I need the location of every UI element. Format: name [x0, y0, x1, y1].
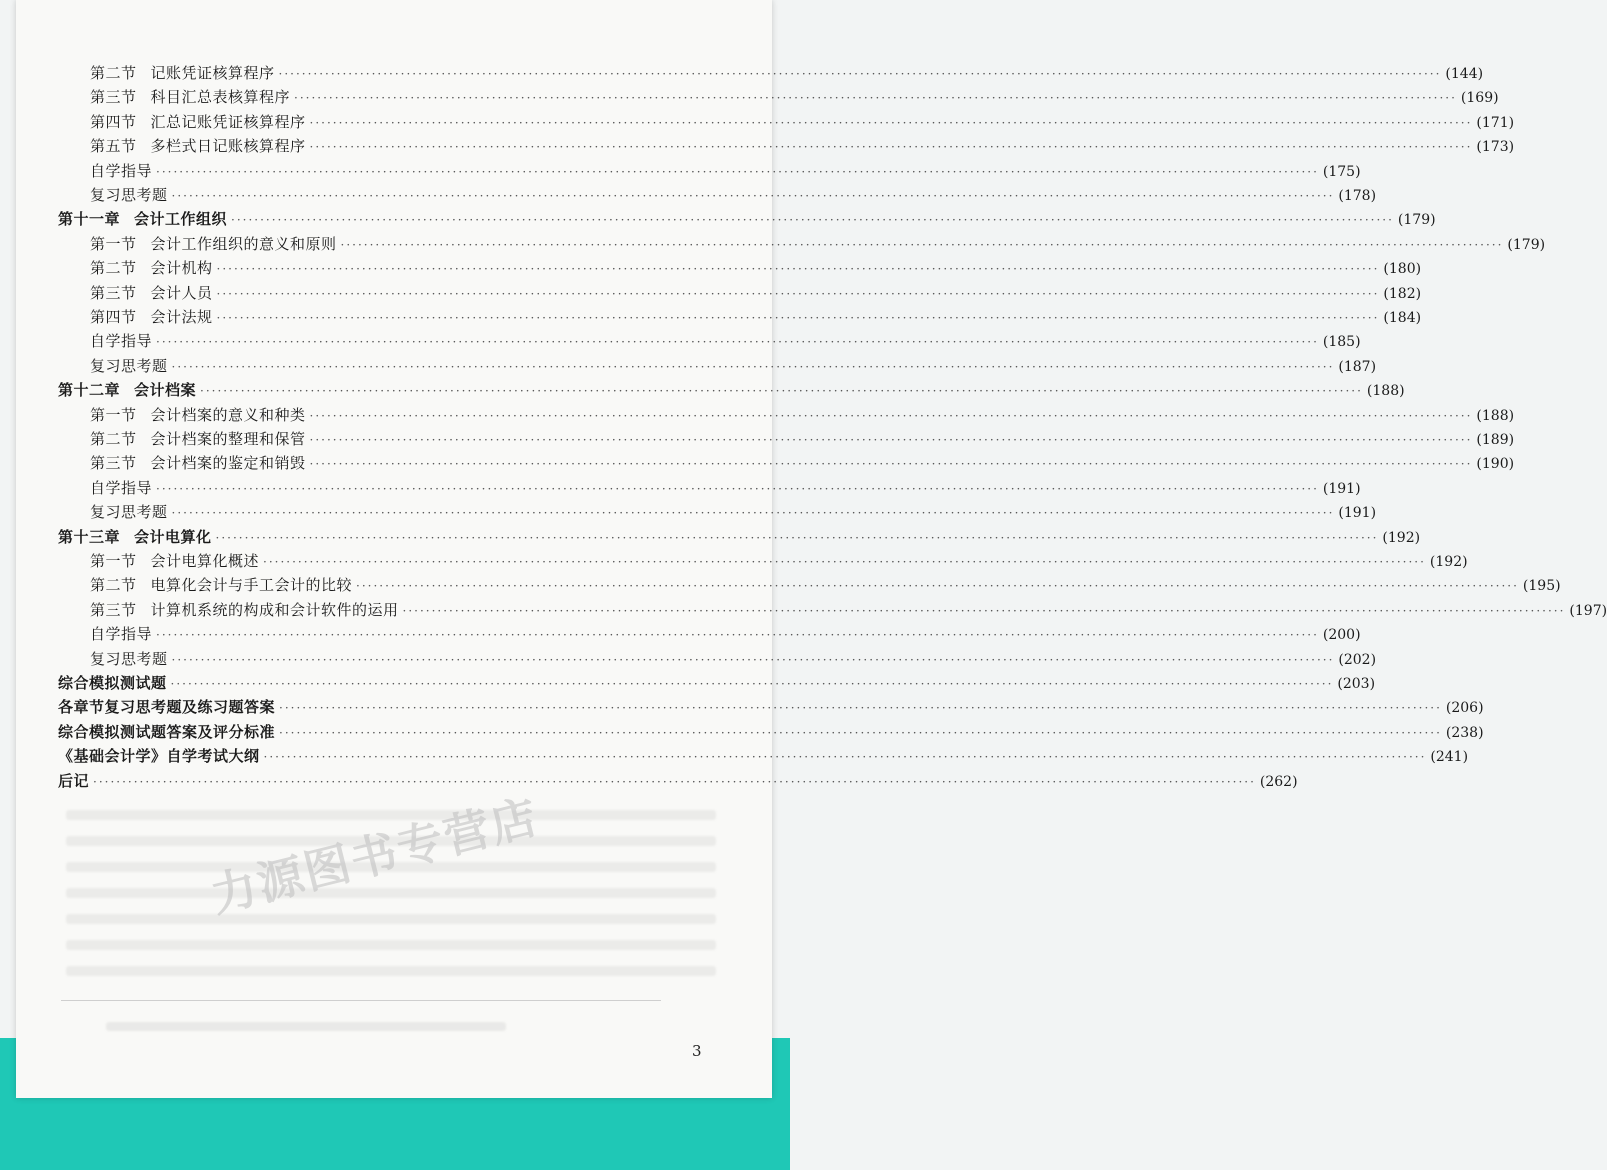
- dot-leader: ········································································································································································································: [216, 311, 1380, 325]
- bleed-through-text: [66, 914, 716, 924]
- toc-entry-page: (187): [1338, 358, 1377, 375]
- toc-entry-title: 会计电算化: [134, 527, 212, 546]
- book-page: [16, 0, 1607, 1098]
- toc-entry-number: 第十一章: [58, 210, 121, 229]
- dot-leader: ········································································································································································································: [200, 384, 1363, 399]
- dot-leader: ········································································································································································································: [156, 164, 1319, 179]
- toc-entry-page: (175): [1322, 163, 1361, 180]
- toc-entry-page: (178): [1338, 188, 1377, 204]
- toc-entry-page: (195): [1522, 578, 1561, 595]
- toc-section-entry: [90, 135, 1515, 159]
- dot-leader: ········································································································································································································: [170, 677, 1334, 691]
- toc-entry-page: (202): [1338, 651, 1377, 668]
- toc-entry-title: 电算化会计与手工会计的比较: [150, 576, 353, 595]
- toc-entry-page: (169): [1460, 90, 1499, 107]
- toc-section-entry: [90, 160, 1361, 184]
- toc-section-entry: [90, 355, 1377, 379]
- toc-entry-page: (179): [1507, 236, 1546, 253]
- toc-entry-page: (192): [1382, 529, 1421, 546]
- toc-section-entry: [90, 501, 1377, 525]
- toc-entry-page: (238): [1445, 724, 1484, 741]
- dot-leader: ········································································································································································································: [171, 652, 1335, 667]
- bleed-through-text: [66, 966, 716, 976]
- toc-entry-title: 各章节复习思考题及练习题答案: [58, 698, 276, 717]
- toc-entry-title: 后记: [58, 771, 90, 790]
- bleed-through-footnote: [106, 1022, 506, 1031]
- toc-entry-title: 综合模拟测试题答案及评分标准: [58, 722, 276, 741]
- dot-leader: ········································································································································································································: [93, 774, 1256, 789]
- dot-leader: ········································································································································································································: [356, 579, 1519, 594]
- toc-entry-page: (203): [1337, 676, 1376, 692]
- toc-entry-number: 第三节: [90, 600, 137, 619]
- toc-entry-number: 第一节: [90, 405, 137, 424]
- toc-entry-number: 第一节: [90, 234, 137, 253]
- toc-entry-page: (200): [1322, 627, 1361, 644]
- toc-entry-number: 第五节: [90, 137, 137, 156]
- toc-entry-title: 科目汇总表核算程序: [150, 88, 291, 107]
- dot-leader: ········································································································································································································: [231, 213, 1394, 228]
- toc-entry-number: 第三节: [90, 283, 137, 302]
- dot-leader: ········································································································································································································: [171, 359, 1335, 374]
- toc-entry-title: 会计档案的整理和保管: [150, 430, 306, 448]
- toc-entry-page: (192): [1429, 554, 1468, 570]
- toc-entry-title: 复习思考题: [90, 356, 168, 375]
- toc-entry-page: (179): [1397, 212, 1436, 229]
- toc-entry-page: (189): [1476, 432, 1515, 448]
- toc-chapter-entry: [58, 770, 1298, 794]
- toc-entry-title: 自学指导: [90, 478, 153, 497]
- toc-entry-title: 综合模拟测试题: [58, 674, 167, 692]
- dot-leader: ········································································································································································································: [309, 140, 1473, 155]
- bleed-through-text: [66, 940, 716, 950]
- toc-entry-page: (191): [1322, 480, 1361, 497]
- toc-chapter-entry: [58, 721, 1484, 745]
- bleed-through-text: [66, 888, 716, 898]
- toc-entry-title: 记账凭证核算程序: [150, 64, 275, 82]
- toc-entry-number: 第十三章: [58, 527, 121, 546]
- toc-entry-page: (190): [1476, 456, 1515, 473]
- dot-leader: ········································································································································································································: [216, 262, 1380, 277]
- toc-entry-page: (188): [1476, 407, 1515, 424]
- dot-leader: ········································································································································································································: [156, 628, 1319, 643]
- toc-entry-page: (144): [1445, 66, 1484, 82]
- toc-entry-page: (206): [1445, 700, 1484, 717]
- toc-entry-title: 自学指导: [90, 332, 153, 351]
- toc-chapter-entry: [58, 696, 1484, 720]
- toc-chapter-entry: [58, 379, 1405, 403]
- toc-entry-title: 自学指导: [90, 161, 153, 180]
- toc-entry-number: 第十二章: [58, 381, 121, 400]
- toc-entry-page: (171): [1476, 114, 1515, 131]
- toc-entry-page: (185): [1322, 334, 1361, 351]
- toc-entry-title: 会计档案: [134, 381, 197, 400]
- dot-leader: ········································································································································································································: [309, 408, 1473, 423]
- toc-entry-title: 会计工作组织: [134, 210, 228, 229]
- dot-leader: ········································································································································································································: [216, 286, 1380, 301]
- toc-entry-page: (241): [1430, 749, 1469, 766]
- toc-section-entry: [90, 648, 1377, 672]
- toc-entry-title: 会计人员: [150, 283, 213, 302]
- toc-entry-title: 计算机系统的构成和会计软件的运用: [150, 600, 399, 619]
- toc-section-entry: [90, 306, 1422, 330]
- dot-leader: ········································································································································································································: [156, 481, 1319, 496]
- toc-entry-number: 第二节: [90, 64, 137, 82]
- toc-entry-page: (180): [1383, 261, 1422, 278]
- dot-leader: ········································································································································································································: [309, 115, 1473, 130]
- toc-entry-title: 多栏式日记账核算程序: [150, 137, 306, 156]
- toc-section-entry: [90, 452, 1515, 476]
- dot-leader: ········································································································································································································: [215, 530, 1379, 545]
- toc-entry-number: 第三节: [90, 88, 137, 107]
- toc-entry-number: 第三节: [90, 454, 137, 473]
- toc-entry-page: (182): [1383, 285, 1422, 302]
- toc-entry-number: 第二节: [90, 576, 137, 595]
- toc-entry-page: (262): [1259, 773, 1298, 790]
- dot-leader: ········································································································································································································: [171, 506, 1335, 521]
- footnote-rule: [61, 1000, 661, 1001]
- toc-section-entry: [90, 550, 1468, 574]
- toc-entry-title: 自学指导: [90, 625, 153, 644]
- toc-chapter-entry: [58, 526, 1421, 550]
- toc-entry-title: 会计电算化概述: [150, 552, 260, 570]
- toc-section-entry: [90, 330, 1361, 354]
- toc-entry-page: (184): [1383, 310, 1422, 326]
- page-number: 3: [692, 1042, 702, 1060]
- toc-entry-page: (197): [1569, 602, 1607, 619]
- toc-section-entry: [90, 623, 1361, 647]
- toc-section-entry: [90, 233, 1546, 257]
- toc-entry-number: 第四节: [90, 308, 137, 326]
- dot-leader: ········································································································································································································: [279, 725, 1442, 740]
- toc-section-entry: [90, 111, 1515, 135]
- toc-section-entry: [90, 477, 1361, 501]
- toc-entry-page: (173): [1476, 139, 1515, 156]
- toc-entry-title: 《基础会计学》自学考试大纲: [58, 747, 260, 766]
- toc-entry-title: 会计法规: [150, 308, 213, 326]
- toc-chapter-entry: [58, 208, 1436, 232]
- toc-section-entry: [90, 184, 1377, 208]
- toc-entry-page: (188): [1366, 383, 1405, 400]
- toc-entry-title: 复习思考题: [90, 503, 168, 522]
- toc-entry-title: 会计机构: [150, 259, 213, 278]
- dot-leader: ········································································································································································································: [279, 701, 1442, 716]
- toc-entry-number: 第四节: [90, 112, 137, 131]
- dot-leader: ········································································································································································································: [309, 457, 1473, 472]
- dot-leader: ········································································································································································································: [278, 67, 1442, 81]
- toc-entry-title: 会计档案的意义和种类: [150, 405, 306, 424]
- toc-entry-title: 会计工作组织的意义和原则: [150, 234, 337, 253]
- dot-leader: ········································································································································································································: [263, 555, 1426, 569]
- dot-leader: ········································································································································································································: [263, 750, 1427, 765]
- toc-entry-number: 第一节: [90, 552, 137, 570]
- toc-entry-page: (191): [1338, 505, 1377, 522]
- dot-leader: ········································································································································································································: [156, 335, 1319, 350]
- toc-entry-title: 复习思考题: [90, 649, 168, 668]
- toc-entry-number: 第二节: [90, 259, 137, 278]
- toc-entry-title: 会计档案的鉴定和销毁: [150, 454, 306, 473]
- dot-leader: ········································································································································································································: [309, 433, 1473, 447]
- dot-leader: ········································································································································································································: [294, 91, 1457, 106]
- toc-section-entry: [90, 428, 1515, 452]
- toc-section-entry: [90, 282, 1422, 306]
- dot-leader: ········································································································································································································: [402, 603, 1566, 618]
- toc-entry-number: 第二节: [90, 430, 137, 448]
- dot-leader: ········································································································································································································: [171, 189, 1335, 203]
- toc-section-entry: [90, 404, 1515, 428]
- toc-section-entry: [90, 86, 1499, 110]
- toc-section-entry: [90, 62, 1484, 86]
- store-watermark: 力源图书专营店: [205, 789, 545, 923]
- toc-entry-title: 复习思考题: [90, 186, 168, 204]
- toc-entry-title: 汇总记账凭证核算程序: [150, 112, 306, 131]
- toc-chapter-entry: [58, 745, 1469, 769]
- toc-chapter-entry: [58, 672, 1376, 696]
- toc-section-entry: [90, 574, 1561, 598]
- dot-leader: ········································································································································································································: [340, 237, 1504, 252]
- toc-section-entry: [90, 599, 1607, 623]
- toc-section-entry: [90, 257, 1422, 281]
